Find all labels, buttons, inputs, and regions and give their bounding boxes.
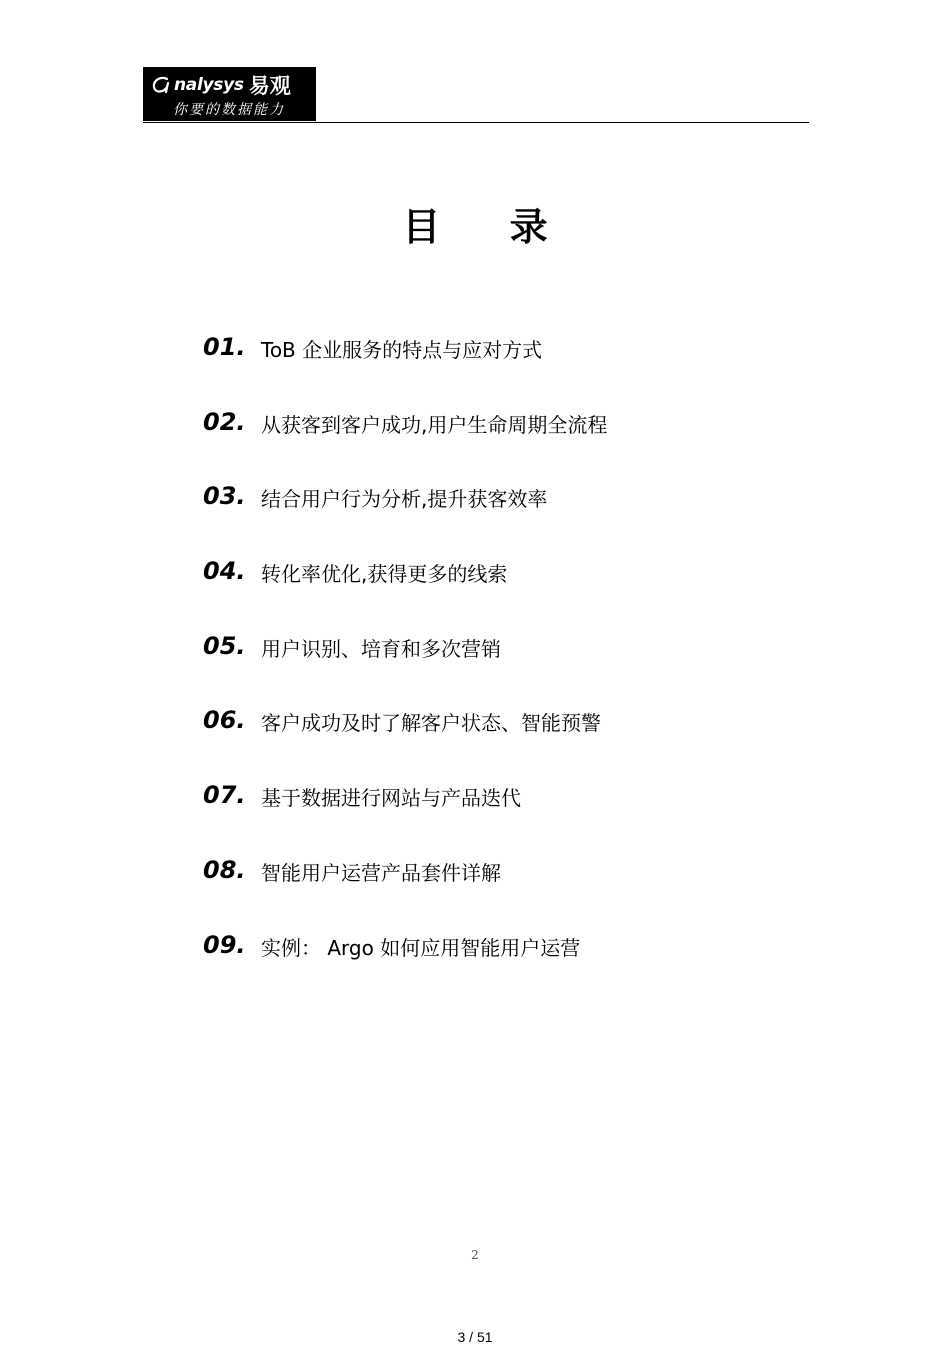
toc-item-07[interactable]	[203, 778, 607, 853]
toc-item-title: 用户识别、培育和多次营销	[261, 636, 501, 661]
logo-wordmark	[151, 72, 291, 98]
logo-chinese-name: 易观	[248, 74, 291, 98]
toc-item-title: 结合用户行为分析,提升获客效率	[261, 487, 548, 512]
logo-slogan: 你要的数据能力	[173, 102, 285, 118]
toc-item-03[interactable]	[203, 479, 607, 554]
toc-item-title: 实例： Argo 如何应用智能用户运营	[261, 935, 581, 960]
toc-item-number: 08.	[203, 855, 246, 884]
toc-item-title: 智能用户运营产品套件详解	[261, 860, 501, 885]
header-divider	[143, 122, 809, 123]
toc-item-title: 客户成功及时了解客户状态、智能预警	[261, 711, 601, 736]
toc-item-09[interactable]	[203, 928, 607, 1003]
analysys-a-swoosh-icon	[151, 74, 173, 96]
logo-brand-text: nalysys	[174, 75, 244, 95]
toc-item-title: 基于数据进行网站与产品迭代	[261, 786, 521, 811]
toc-item-08[interactable]	[203, 853, 607, 928]
toc-item-number: 05.	[203, 631, 246, 660]
toc-item-title: ToB 企业服务的特点与应对方式	[261, 338, 543, 362]
toc-item-06[interactable]	[203, 703, 607, 778]
page-number: 2	[471, 1248, 479, 1262]
toc-item-number: 04.	[203, 557, 246, 586]
toc-item-number: 03.	[203, 482, 246, 511]
toc-item-number: 01.	[203, 333, 246, 361]
toc-item-05[interactable]	[203, 629, 607, 704]
toc-item-title: 从获客到客户成功,用户生命周期全流程	[261, 412, 608, 437]
toc-item-title: 转化率优化,获得更多的线索	[261, 562, 508, 587]
table-of-contents	[203, 330, 607, 1002]
toc-item-number: 06.	[203, 706, 246, 735]
analysys-logo	[143, 67, 316, 121]
toc-item-number: 07.	[203, 781, 246, 810]
toc-item-04[interactable]	[203, 554, 607, 629]
page-title: 目 录	[402, 205, 576, 249]
toc-item-02[interactable]	[203, 405, 607, 480]
toc-item-01[interactable]	[203, 330, 607, 405]
toc-item-number: 09.	[203, 930, 246, 959]
viewer-page-counter: 3 / 51	[457, 1329, 493, 1345]
toc-item-number: 02.	[203, 407, 246, 436]
